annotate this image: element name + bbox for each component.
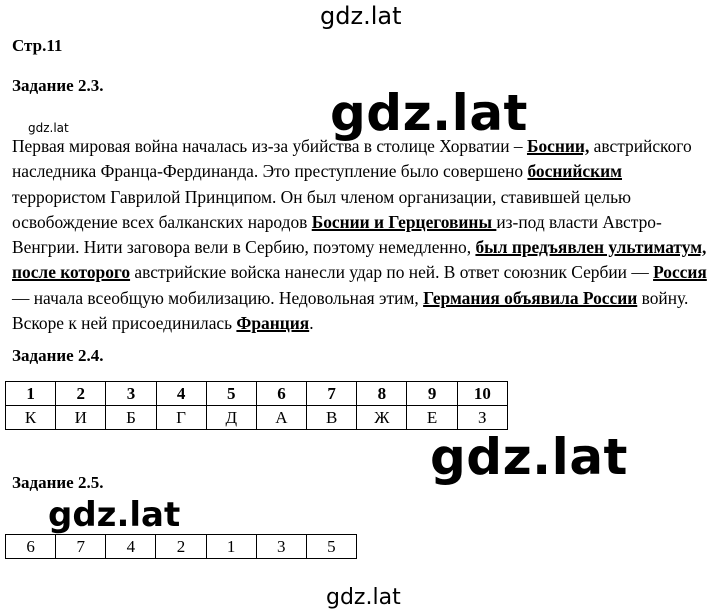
answer-fill: Франция [236, 313, 310, 334]
text-segment: австрийского наследника Франца-Фердинанда. Это преступление было совершено [12, 136, 692, 182]
task-2-5-answer-table [5, 534, 357, 559]
text-segment: из-под власти Австро-Венгрии. Нити заговора вели в Сербию, поэтому немедленно, [12, 211, 662, 258]
answer-fill: Боснии и Герцеговины [311, 211, 497, 232]
text-segment: . [309, 313, 314, 334]
table-cell-sequence: 4 [106, 535, 156, 559]
watermark-large-2: gdz.lat [430, 428, 628, 486]
table-cell-letter: Ж [357, 406, 407, 430]
text-segment: Первая мировая война началась из-за убийства в столице Хорватии – [12, 136, 527, 156]
task-2-3-text [12, 134, 718, 336]
answer-fill: был предъявлен ультиматум, после которого [12, 237, 707, 283]
table-cell-number: 1 [6, 382, 56, 406]
table-cell-number: 5 [206, 382, 256, 406]
table-row-sequence [6, 535, 357, 559]
text-segment: войну. Вскоре к ней присоединилась [12, 287, 689, 334]
watermark-large-1: gdz.lat [330, 84, 528, 142]
page-label: Стр.11 [12, 36, 63, 55]
task-2-4-answer-table [5, 381, 508, 430]
table-row-numbers [6, 382, 508, 406]
table-cell-number: 7 [307, 382, 357, 406]
table-cell-number: 6 [256, 382, 306, 406]
table-cell-number: 3 [106, 382, 156, 406]
table-cell-sequence: 1 [206, 535, 256, 559]
watermark-top: gdz.lat [320, 2, 402, 30]
table-cell-number: 10 [457, 382, 507, 406]
table-cell-letter: З [457, 406, 507, 430]
task-2-4-heading: Задание 2.4. [12, 346, 104, 365]
table-cell-letter: Б [106, 406, 156, 430]
watermark-medium: gdz.lat [48, 495, 181, 535]
table-cell-letter: А [256, 406, 306, 430]
text-segment: австрийские войска нанесли удар по ней. В ответ союзник Сербии — [130, 262, 654, 283]
text-segment: террористом Гаврилой Принципом. Он был членом организации, ставившей целью освобождение всех балканских народов [12, 186, 632, 232]
table-row-letters [6, 406, 508, 430]
table-cell-letter: В [307, 406, 357, 430]
answer-fill: Германия объявила России [423, 287, 638, 308]
table-cell-letter: Е [407, 406, 457, 430]
table-cell-letter: Г [156, 406, 206, 430]
watermark-small: gdz.lat [28, 121, 69, 135]
table-cell-sequence: 7 [56, 535, 106, 559]
table-cell-letter: Д [206, 406, 256, 430]
table-cell-number: 8 [357, 382, 407, 406]
table-cell-number: 4 [156, 382, 206, 406]
watermark-bottom: gdz.lat [326, 585, 401, 610]
table-cell-number: 2 [56, 382, 106, 406]
table-cell-number: 9 [407, 382, 457, 406]
table-cell-sequence: 5 [306, 535, 356, 559]
answer-fill: Россия [653, 262, 707, 283]
table-cell-sequence: 2 [156, 535, 206, 559]
text-segment: — начала всеобщую мобилизацию. Недовольная этим, [12, 287, 424, 308]
task-2-3-heading: Задание 2.3. [12, 76, 104, 95]
task-2-5-heading: Задание 2.5. [12, 473, 104, 492]
table-cell-letter: И [56, 406, 106, 430]
table-cell-sequence: 6 [6, 535, 56, 559]
table-cell-letter: К [6, 406, 56, 430]
table-cell-sequence: 3 [256, 535, 306, 559]
answer-fill: боснийским [527, 161, 622, 182]
answer-fill: Боснии, [526, 136, 590, 156]
